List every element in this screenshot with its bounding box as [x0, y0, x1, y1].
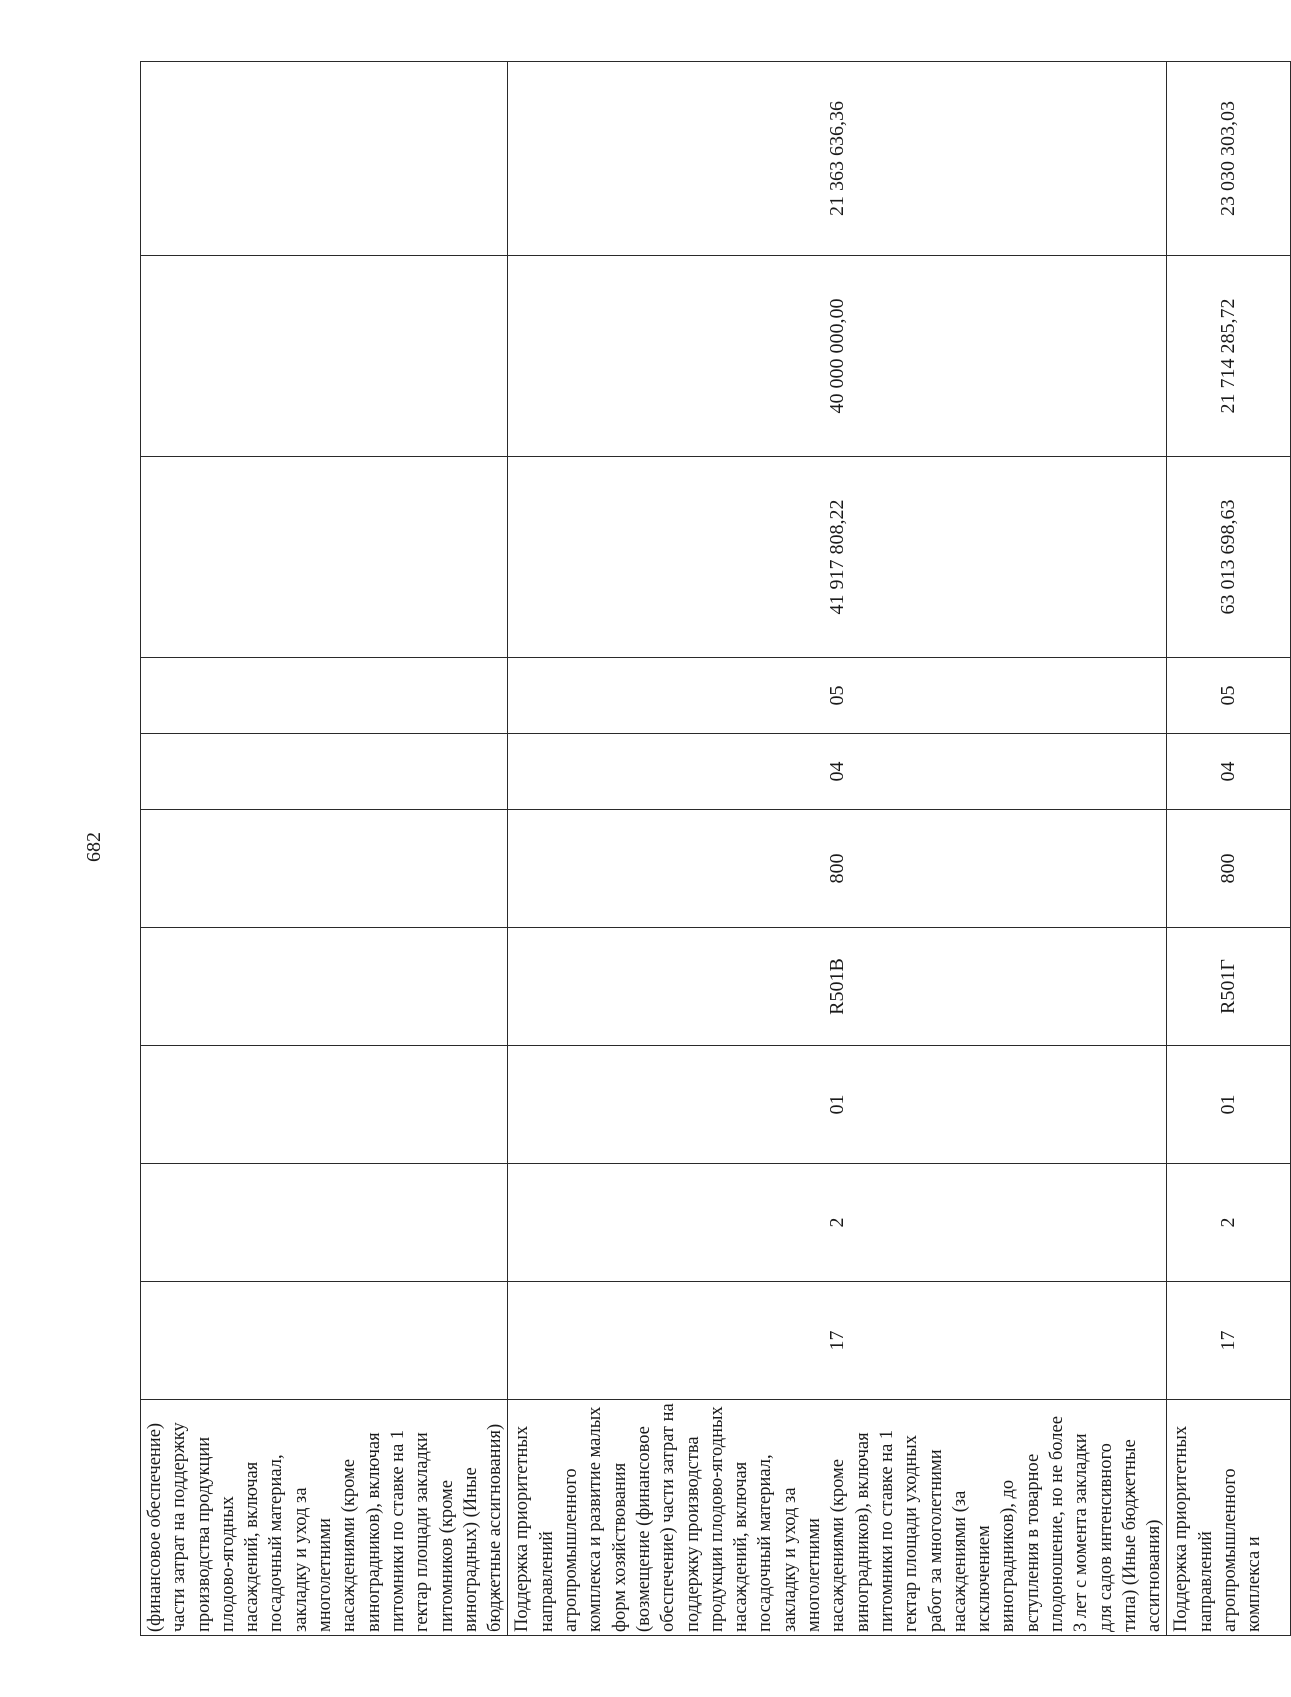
cell-code-01: 01: [1167, 1046, 1291, 1164]
cell-subsection: 05: [1167, 658, 1291, 734]
cell-subsection: [141, 658, 508, 734]
table-row: [1167, 62, 1291, 1636]
cell-code-2: [141, 1164, 508, 1282]
cell-subsection: 05: [508, 658, 1167, 734]
cell-code-2: 2: [508, 1164, 1167, 1282]
cell-expense-type: [141, 810, 508, 928]
cell-code-17: [141, 1282, 508, 1400]
cell-target-code: R501Г: [1167, 928, 1291, 1046]
rotated-table-wrapper: [140, 62, 1265, 1636]
cell-amount-2: 40 000 000,00: [508, 256, 1167, 457]
cell-section: 04: [508, 734, 1167, 810]
cell-target-code: R501В: [508, 928, 1167, 1046]
table-row: [508, 62, 1167, 1636]
cell-code-01: [141, 1046, 508, 1164]
cell-amount-2: 21 714 285,72: [1167, 256, 1291, 457]
cell-section: 04: [1167, 734, 1291, 810]
cell-amount-1: [141, 457, 508, 658]
cell-expense-type: 800: [508, 810, 1167, 928]
budget-table: [140, 61, 1291, 1636]
cell-code-01: 01: [508, 1046, 1167, 1164]
cell-expense-type: 800: [1167, 810, 1291, 928]
table-row: [141, 62, 508, 1636]
cell-section: [141, 734, 508, 810]
cell-amount-3: 21 363 636,36: [508, 62, 1167, 256]
cell-target-code: [141, 928, 508, 1046]
cell-code-2: 2: [1167, 1164, 1291, 1282]
cell-code-17: 17: [508, 1282, 1167, 1400]
cell-amount-3: [141, 62, 508, 256]
row-description: Поддержка приоритетных направлений агропромышленного комплекса и развитие малых форм хозяйствования (возмещение (финансовое обеспечение) части затрат на поддержку производства продукции плодово-ягодных насаждений, включая посадочный материал, закладку и уход за многолетними насаждениями (кроме виноградников), включая питомники по ставке на 1 гектар площади уходных работ за многолетними насаждениями (за исключением виноградников), до вступления в товарное плодоношение, но не более 3 лет с момента закладки для садов интенсивного типа) (Иные бюджетные ассигнования): [508, 1400, 1167, 1636]
cell-amount-2: [141, 256, 508, 457]
row-description: Поддержка приоритетных направлений агропромышленного комплекса и: [1167, 1400, 1291, 1636]
row-description: (финансовое обеспечение) части затрат на поддержку производства продукции плодово-ягодных насаждений, включая посадочный материал, закладку и уход за многолетними насаждениями (кроме виноградников), включая питомники по ставке на 1 гектар площади закладки питомников (кроме виноградных) (Иные бюджетные ассигнования): [141, 1400, 508, 1636]
cell-code-17: 17: [1167, 1282, 1291, 1400]
cell-amount-1: 41 917 808,22: [508, 457, 1167, 658]
cell-amount-1: 63 013 698,63: [1167, 457, 1291, 658]
cell-amount-3: 23 030 303,03: [1167, 62, 1291, 256]
page-number: 682: [83, 832, 105, 862]
